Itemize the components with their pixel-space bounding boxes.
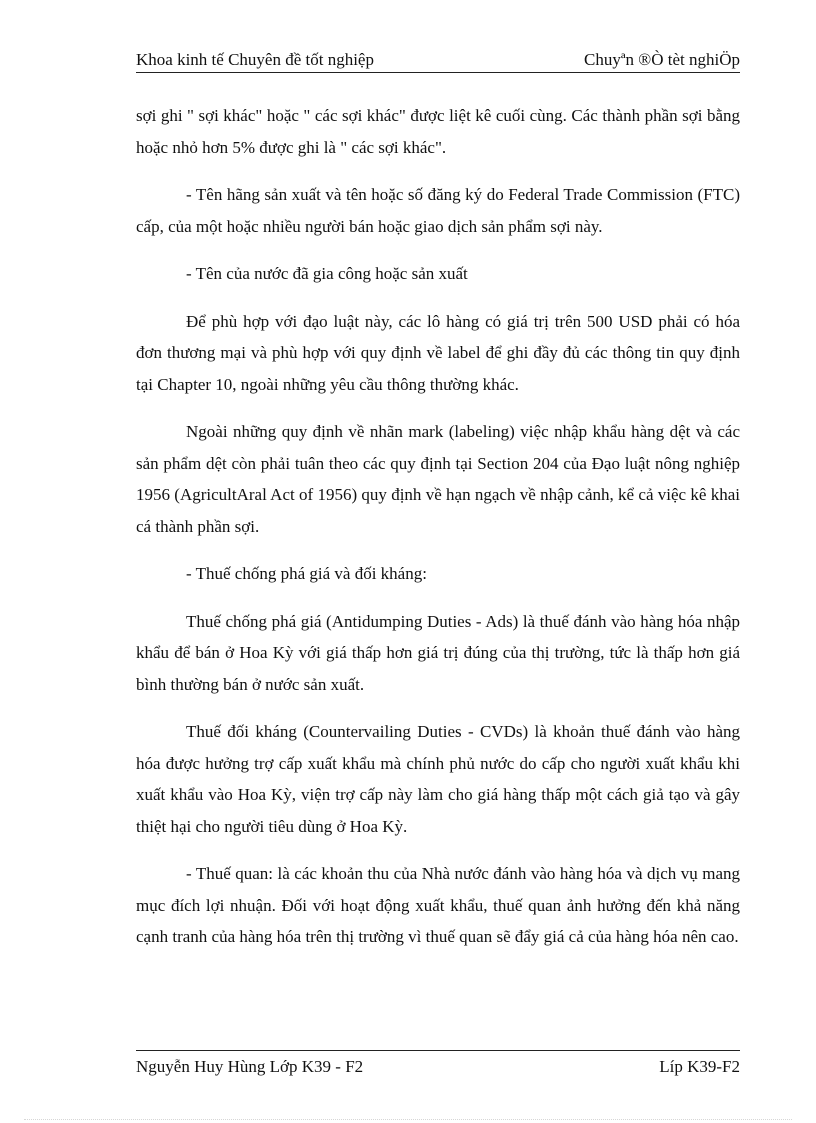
paragraph-duties-heading: - Thuế chống phá giá và đối kháng: [186,564,427,583]
paragraph-countervailing: Thuế đối kháng (Countervailing Duties - CVDs) là khoản thuế đánh vào hàng hóa được hưởng trợ cấp xuất khẩu mà chính phủ nước do cấp cho người xuất khẩu khi xuất khẩu vào Hoa Kỳ, viện trợ cấp này làm cho giá hàng thấp một cách giả tạo và gây thiệt hại cho người tiêu dùng ở Hoa Kỳ. [136,722,740,836]
paragraph-manufacturer-name: - Tên hãng sản xuất và tên hoặc số đăng ký do Federal Trade Commission (FTC) cấp, của một hoặc nhiều người bán hoặc giao dịch sản phẩm sợi này. [136,185,740,236]
paragraph-labeling-section-204: Ngoài những quy định về nhãn mark (labeling) việc nhập khẩu hàng dệt và các sản phẩm dệt còn phải tuân theo các quy định tại Section 204 của Đạo luật nông nghiệp 1956 (AgricultAral Act of 1956) quy định về hạn ngạch về nhập cảnh, kể cả việc kê khai cá thành phần sợi. [136,422,740,536]
page-footer [136,1050,740,1076]
page-header [136,50,740,73]
header-left-text: Khoa kinh tế Chuyên đề tốt nghiệp [136,50,374,69]
footer-right-text: Líp K39-F2 [659,1057,740,1076]
paragraph-antidumping: Thuế chống phá giá (Antidumping Duties - Ads) là thuế đánh vào hàng hóa nhập khẩu để bán ở Hoa Kỳ với giá thấp hơn giá trị đúng của thị trường, tức là thấp hơn giá bình thường bán ở nước sản xuất. [136,611,740,694]
paragraph-country-of-origin: - Tên của nước đã gia công hoặc sản xuất [186,264,468,283]
footer-left-text: Nguyễn Huy Hùng Lớp K39 - F2 [136,1057,364,1076]
document-body [136,100,740,969]
header-right-text: Chuyªn ®Ò tèt nghiÖp [584,50,740,69]
paragraph-invoice-requirement: Để phù hợp với đạo luật này, các lô hàng có giá trị trên 500 USD phải có hóa đơn thương mại và phù hợp với quy định về label để ghi đầy đủ các thông tin quy định tại Chapter 10, ngoài những yêu cầu thông thường khác. [136,311,740,394]
page-edge-divider [24,1119,792,1120]
paragraph-tariffs: - Thuế quan: là các khoản thu của Nhà nước đánh vào hàng hóa và dịch vụ mang mục đích lợi nhuận. Đối với hoạt động xuất khẩu, thuế quan ảnh hưởng đến khả năng cạnh tranh của hàng hóa trên thị trường vì thuế quan sẽ đẩy giá cả của hàng hóa nên cao. [136,864,740,946]
paragraph-fiber-content: sợi ghi " sợi khác" hoặc " các sợi khác" được liệt kê cuối cùng. Các thành phần sợi bằng hoặc nhỏ hơn 5% được ghi là " các sợi khác". [136,106,740,157]
